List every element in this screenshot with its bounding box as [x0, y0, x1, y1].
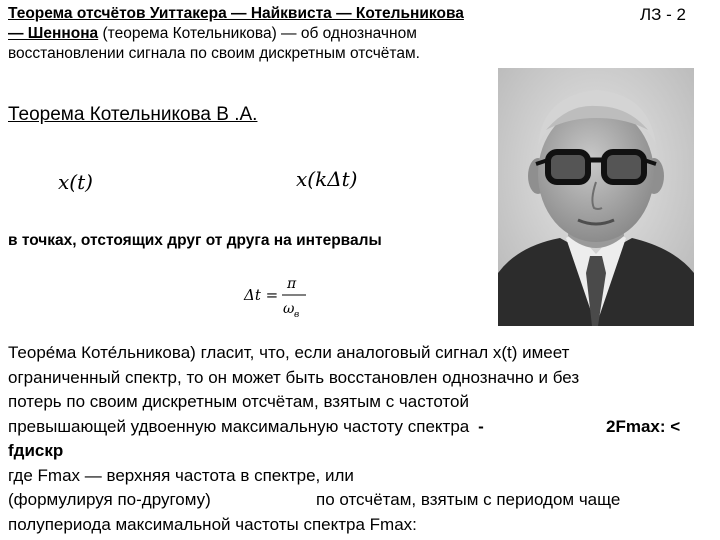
header-rest-line2: (теорема Котельникова) — об однозначном	[98, 25, 417, 42]
formula-delta-subscript: в	[294, 310, 300, 320]
body-line-7-b: по отсчётам, взятым с периодом чаще	[316, 490, 621, 509]
header-line3: восстановлении сигнала по своим дискретным отсчётам.	[8, 45, 420, 62]
points-text: в точках, отстоящих друг от друга на интервалы	[8, 232, 382, 249]
body-line-4-2fmax: 2Fmax: <	[606, 416, 681, 436]
theorem-link-line2[interactable]: — Шеннона	[8, 25, 99, 42]
body-line-6: где Fmax — верхняя частота в спектре, или	[8, 465, 354, 485]
theorem-link-line1[interactable]: Теорема отсчётов Уиттакера — Найквиста — Котельникова	[8, 5, 464, 22]
body-line-2: ограниченный спектр, то он может быть восстановлен однозначно и без	[8, 367, 580, 387]
body-line-5: fдискр	[8, 441, 64, 460]
formula-delta-lhs: Δt =	[244, 286, 279, 304]
slide-number: ЛЗ - 2	[640, 5, 686, 24]
body-text	[8, 341, 714, 537]
formula-x-t: x(t)	[58, 170, 93, 194]
subtitle: Теорема Котельникова В .А.	[8, 104, 258, 125]
body-line-1: Теоре́ма Коте́льникова) гласит, что, если аналоговый сигнал x(t) имеет	[8, 343, 570, 362]
kotelnikov-portrait-photo	[498, 68, 694, 326]
formula-x-k-delta-t: x(kΔt)	[296, 167, 358, 191]
body-line-7-a: (формулируя по-другому)	[8, 490, 211, 509]
formula-delta-t	[242, 270, 322, 320]
formula-delta-numerator: π	[287, 276, 297, 292]
body-line-4-dash: -	[478, 416, 484, 436]
body-line-7	[8, 488, 714, 513]
body-line-4-text: превышающей удвоенную максимальную частоту спектра	[8, 416, 470, 436]
body-line-4	[8, 415, 714, 440]
header-text	[8, 4, 528, 64]
formula-delta-denominator: ω	[283, 301, 295, 317]
body-line-3: потерь по своим дискретным отсчётам, взятым с частотой	[8, 392, 469, 411]
body-line-8: полупериода максимальной частоты спектра Fmax:	[8, 514, 417, 534]
